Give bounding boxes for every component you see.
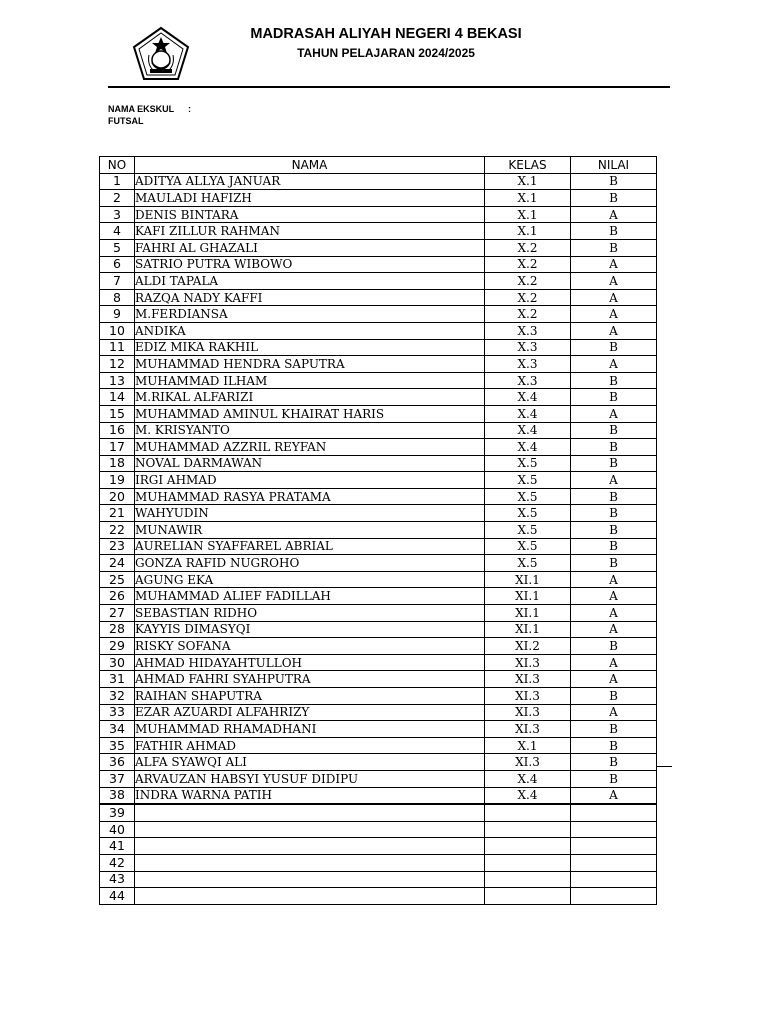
cell-nama: KAYYIS DIMASYQI [135,621,485,638]
table-row [100,605,657,622]
cell-no: 39 [100,804,135,821]
ekskul-colon: : [188,104,191,114]
cell-no: 33 [100,704,135,721]
column-header-nama: NAMA [135,157,485,174]
table-row [100,306,657,323]
table-row [100,439,657,456]
table-row [100,455,657,472]
table-row [100,190,657,207]
cell-kelas: X.3 [485,339,571,356]
cell-nama: ARVAUZAN HABSYI YUSUF DIDIPU [135,770,485,787]
table-row [100,638,657,655]
cell-nilai: B [571,688,657,705]
cell-no: 16 [100,422,135,439]
cell-no: 20 [100,488,135,505]
cell-nama: AHMAD FAHRI SYAHPUTRA [135,671,485,688]
table-row [100,754,657,771]
cell-kelas: XI.2 [485,638,571,655]
cell-nama: M.FERDIANSA [135,306,485,323]
cell-nilai: B [571,638,657,655]
table-row [100,854,657,871]
cell-nama: ANDIKA [135,322,485,339]
cell-nama: M.RIKAL ALFARIZI [135,389,485,406]
cell-kelas: X.4 [485,422,571,439]
cell-kelas [485,804,571,821]
cell-nilai: A [571,356,657,373]
cell-nilai: A [571,405,657,422]
cell-nilai: B [571,455,657,472]
cell-kelas: X.3 [485,372,571,389]
cell-no: 37 [100,770,135,787]
cell-no: 40 [100,821,135,838]
header-divider [108,86,670,88]
table-row [100,322,657,339]
cell-nama: EDIZ MIKA RAKHIL [135,339,485,356]
school-name: MADRASAH ALIYAH NEGERI 4 BEKASI [250,26,522,42]
cell-nilai: A [571,704,657,721]
cell-kelas: X.5 [485,455,571,472]
table-row [100,289,657,306]
student-grade-table [99,156,657,905]
cell-nilai [571,804,657,821]
table-row [100,871,657,888]
cell-kelas: X.1 [485,737,571,754]
cell-kelas: X.4 [485,770,571,787]
cell-kelas [485,838,571,855]
cell-nilai: B [571,754,657,771]
table-row [100,472,657,489]
cell-nilai: A [571,206,657,223]
cell-kelas: X.2 [485,306,571,323]
cell-no: 38 [100,787,135,804]
cell-nama: ALDI TAPALA [135,273,485,290]
cell-no: 11 [100,339,135,356]
cell-no: 41 [100,838,135,855]
cell-nama: AURELIAN SYAFFAREL ABRIAL [135,538,485,555]
cell-no: 22 [100,522,135,539]
cell-nama: RAIHAN SHAPUTRA [135,688,485,705]
cell-nama: MAULADI HAFIZH [135,190,485,207]
table-row [100,571,657,588]
cell-nama: FAHRI AL GHAZALI [135,239,485,256]
cell-nama [135,804,485,821]
ekskul-label: NAMA EKSKUL [108,104,175,114]
cell-no: 4 [100,223,135,240]
cell-nilai: B [571,339,657,356]
cell-kelas: XI.3 [485,654,571,671]
cell-kelas [485,888,571,905]
table-row [100,888,657,905]
cell-nama: ALFA SYAWQI ALI [135,754,485,771]
cell-no: 2 [100,190,135,207]
cell-kelas: X.1 [485,190,571,207]
table-row [100,422,657,439]
cell-no: 17 [100,439,135,456]
cell-nilai: B [571,439,657,456]
cell-no: 18 [100,455,135,472]
cell-no: 10 [100,322,135,339]
cell-kelas: XI.1 [485,588,571,605]
cell-nama: M. KRISYANTO [135,422,485,439]
cell-no: 30 [100,654,135,671]
table-extension-line [656,766,672,767]
cell-nama: AHMAD HIDAYAHTULLOH [135,654,485,671]
cell-nama: MUHAMMAD AMINUL KHAIRAT HARIS [135,405,485,422]
table-row [100,821,657,838]
cell-kelas: X.2 [485,289,571,306]
cell-no: 6 [100,256,135,273]
cell-nama [135,821,485,838]
cell-kelas: X.1 [485,173,571,190]
cell-nilai: B [571,190,657,207]
column-header-kelas: KELAS [485,157,571,174]
table-row [100,273,657,290]
table-row [100,488,657,505]
cell-nilai: B [571,372,657,389]
table-row [100,654,657,671]
cell-nama: MUHAMMAD RHAMADHANI [135,721,485,738]
cell-no: 27 [100,605,135,622]
cell-kelas: XI.3 [485,704,571,721]
cell-no: 8 [100,289,135,306]
table-row [100,704,657,721]
cell-nilai [571,888,657,905]
table-row [100,721,657,738]
table-row [100,621,657,638]
table-row [100,770,657,787]
cell-nilai [571,821,657,838]
table-row [100,206,657,223]
cell-kelas: XI.3 [485,754,571,771]
cell-nama: FATHIR AHMAD [135,737,485,754]
table-row [100,339,657,356]
table-row [100,555,657,572]
cell-nilai: B [571,770,657,787]
cell-no: 43 [100,871,135,888]
cell-nilai [571,838,657,855]
table-row [100,787,657,804]
cell-kelas: XI.3 [485,671,571,688]
cell-nama: AGUNG EKA [135,571,485,588]
cell-nama: KAFI ZILLUR RAHMAN [135,223,485,240]
table-row [100,405,657,422]
cell-kelas [485,871,571,888]
cell-nama [135,871,485,888]
table-row [100,223,657,240]
cell-kelas: X.5 [485,488,571,505]
cell-no: 36 [100,754,135,771]
cell-kelas: XI.3 [485,688,571,705]
cell-nama [135,854,485,871]
cell-nama: IRGI AHMAD [135,472,485,489]
cell-nilai: A [571,256,657,273]
cell-nilai: B [571,422,657,439]
cell-no: 14 [100,389,135,406]
cell-no: 28 [100,621,135,638]
cell-kelas: X.5 [485,505,571,522]
cell-nama: MUHAMMAD ILHAM [135,372,485,389]
table-row [100,737,657,754]
table-row [100,588,657,605]
cell-no: 13 [100,372,135,389]
cell-nilai: A [571,306,657,323]
cell-no: 42 [100,854,135,871]
cell-nama: MUHAMMAD RASYA PRATAMA [135,488,485,505]
cell-no: 3 [100,206,135,223]
table-row [100,522,657,539]
cell-nama: RISKY SOFANA [135,638,485,655]
cell-no: 12 [100,356,135,373]
cell-nilai: A [571,588,657,605]
cell-kelas [485,821,571,838]
cell-nilai: A [571,322,657,339]
cell-nama: NOVAL DARMAWAN [135,455,485,472]
cell-nama: RAZQA NADY KAFFI [135,289,485,306]
cell-nilai: B [571,239,657,256]
cell-kelas: X.2 [485,273,571,290]
cell-no: 23 [100,538,135,555]
cell-kelas: X.5 [485,522,571,539]
ekskul-value: FUTSAL [108,116,144,126]
cell-nilai: B [571,173,657,190]
cell-kelas: X.3 [485,322,571,339]
cell-kelas: X.5 [485,538,571,555]
cell-nama: EZAR AZUARDI ALFAHRIZY [135,704,485,721]
cell-nama [135,838,485,855]
cell-kelas: XI.1 [485,621,571,638]
cell-nilai: A [571,472,657,489]
cell-nama: GONZA RAFID NUGROHO [135,555,485,572]
cell-nama: SATRIO PUTRA WIBOWO [135,256,485,273]
cell-nilai: B [571,522,657,539]
cell-no: 35 [100,737,135,754]
cell-kelas: XI.1 [485,605,571,622]
cell-nilai [571,871,657,888]
cell-nama: DENIS BINTARA [135,206,485,223]
academic-year: TAHUN PELAJARAN 2024/2025 [297,46,475,60]
cell-nilai: A [571,621,657,638]
cell-kelas: X.4 [485,389,571,406]
cell-nilai: B [571,505,657,522]
column-header-nilai: NILAI [571,157,657,174]
cell-nilai: A [571,273,657,290]
cell-no: 25 [100,571,135,588]
table-row [100,671,657,688]
table-row [100,538,657,555]
cell-kelas: X.4 [485,787,571,804]
cell-nama: SEBASTIAN RIDHO [135,605,485,622]
ekskul-label-row [108,104,191,114]
table-row [100,838,657,855]
cell-kelas: XI.3 [485,721,571,738]
cell-kelas: X.4 [485,405,571,422]
table-row [100,256,657,273]
cell-kelas: X.3 [485,356,571,373]
cell-nama: ADITYA ALLYA JANUAR [135,173,485,190]
cell-nama: WAHYUDIN [135,505,485,522]
table-row [100,239,657,256]
cell-kelas: X.1 [485,206,571,223]
cell-kelas: X.5 [485,555,571,572]
cell-no: 21 [100,505,135,522]
cell-nama: MUHAMMAD HENDRA SAPUTRA [135,356,485,373]
table-row [100,356,657,373]
cell-nilai: B [571,223,657,240]
column-header-no: NO [100,157,135,174]
table-row [100,804,657,821]
cell-no: 34 [100,721,135,738]
cell-nilai: B [571,488,657,505]
cell-kelas: X.5 [485,472,571,489]
cell-no: 19 [100,472,135,489]
table-body [100,173,657,904]
cell-nilai [571,854,657,871]
cell-nama [135,888,485,905]
cell-no: 1 [100,173,135,190]
cell-no: 5 [100,239,135,256]
cell-nilai: A [571,605,657,622]
table-row [100,389,657,406]
cell-nama: INDRA WARNA PATIH [135,787,485,804]
cell-nilai: A [571,654,657,671]
cell-no: 29 [100,638,135,655]
cell-nilai: B [571,721,657,738]
cell-kelas [485,854,571,871]
cell-nilai: A [571,571,657,588]
cell-nilai: A [571,787,657,804]
table-row [100,372,657,389]
cell-nilai: B [571,538,657,555]
table-row [100,173,657,190]
cell-nama: MUNAWIR [135,522,485,539]
cell-nilai: A [571,289,657,306]
cell-no: 7 [100,273,135,290]
cell-kelas: X.2 [485,239,571,256]
cell-nilai: B [571,389,657,406]
cell-kelas: X.1 [485,223,571,240]
cell-no: 31 [100,671,135,688]
table-header-row [100,157,657,174]
cell-kelas: XI.1 [485,571,571,588]
cell-no: 9 [100,306,135,323]
cell-no: 26 [100,588,135,605]
cell-nilai: B [571,555,657,572]
table-row [100,688,657,705]
cell-no: 44 [100,888,135,905]
cell-kelas: X.4 [485,439,571,456]
cell-nilai: A [571,671,657,688]
cell-kelas: X.2 [485,256,571,273]
cell-no: 15 [100,405,135,422]
cell-nama: MUHAMMAD ALIEF FADILLAH [135,588,485,605]
cell-no: 24 [100,555,135,572]
cell-no: 32 [100,688,135,705]
cell-nama: MUHAMMAD AZZRIL REYFAN [135,439,485,456]
cell-nilai: B [571,737,657,754]
table-row [100,505,657,522]
